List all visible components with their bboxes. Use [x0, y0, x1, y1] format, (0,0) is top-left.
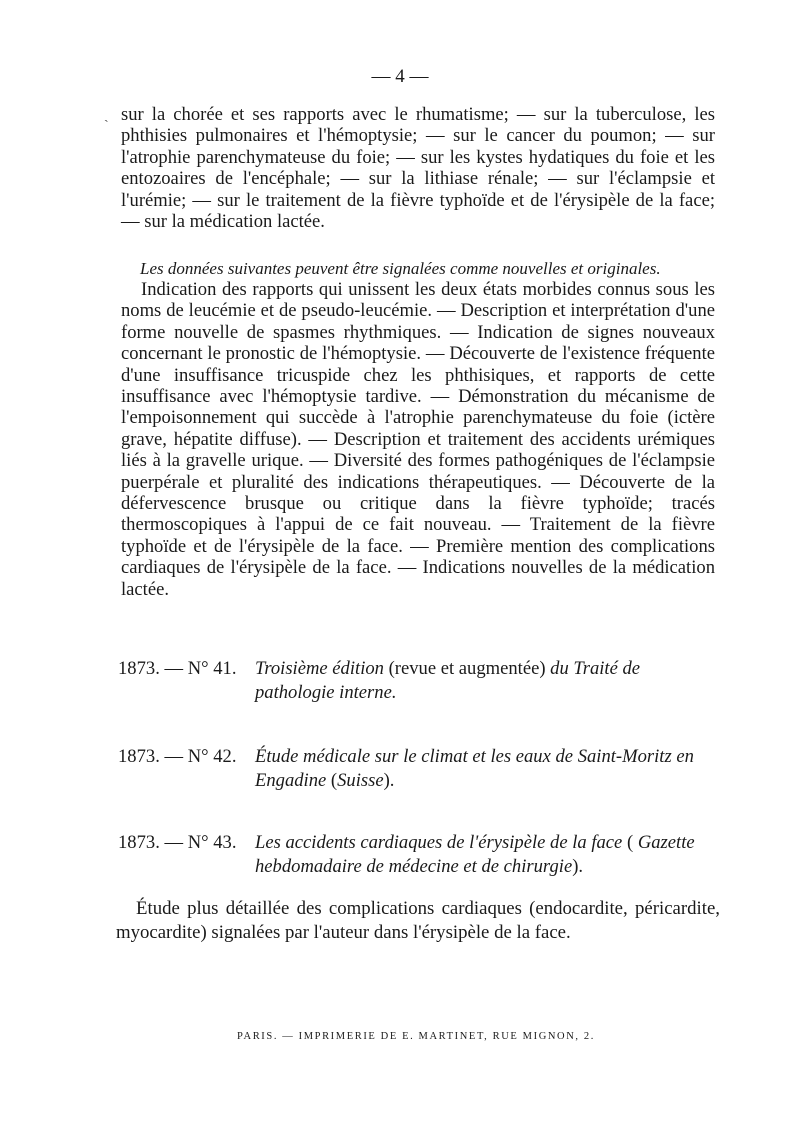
entry-title-italic: du Traité de pathologie interne.: [255, 658, 641, 703]
entry-number: 1873. — N° 43.: [118, 832, 237, 853]
entry-title-italic: Les accidents cardiaques de l'érysipèle de la face: [255, 832, 623, 853]
entry-title-plain: ).: [383, 770, 395, 791]
entry-title-plain: (: [622, 832, 638, 853]
paragraph-lead-italic: Les données suivantes peuvent être signalées comme nouvelles et originales.: [140, 259, 661, 278]
paragraph-topics: sur la chorée et ses rapports avec le rhumatisme; — sur la tuberculose, les phthisies pulmonaires et l'hémoptysie; — sur le cancer du poumon; — sur l'atrophie parenchymateuse du foie; — sur les kystes hydatiques du foie et les entozoaires de l'encéphale; — sur la lithiase rénale; — sur l'éclampsie et l'urémie; — sur le traitement de la fièvre typhoïde et de l'érysipèle de la face; — sur la médication lactée.: [121, 104, 715, 233]
entry-title-italic: Gazette hebdomadaire de médecine et de chirurgie: [255, 832, 695, 877]
entry-title-italic: Suisse: [337, 770, 384, 791]
entry-title: [255, 745, 716, 793]
entry-title-plain: (revue et augmentée): [383, 658, 551, 679]
paragraph-findings: Indication des rapports qui unissent les deux états morbides connus sous les noms de leucémie et de pseudo-leucémie. — Description et interprétation d'une forme nouvelle de spasmes rhythmiques. — Indication de signes nouveaux concernant le pronostic de l'hémoptysie. — Découverte de l'existence fréquente d'une insuffisance tricuspide chez les phthisiques, et rapports de cette insuffisance avec l'hémoptysie tardive. — Démonstration du mécanisme de l'empoisonnement qui succède à l'atrophie parenchymateuse du foie (ictère grave, hépatite diffuse). — Description et traitement des accidents urémiques liés à la gravelle urique. — Diversité des formes pathogéniques de l'éclampsie puerpérale et pluralité des indications thérapeutiques. — Découverte de la défervescence brusque ou critique dans la fièvre typhoïde; tracés thermoscopiques à l'appui de ce fait nouveau. — Traitement de la fièvre typhoïde et de l'érysipèle de la face. — Première mention des complications cardiaques de l'érysipèle de la face. — Indications nouvelles de la médication lactée.: [121, 279, 715, 600]
entry-title-italic: Étude médicale sur le climat et les eaux de Saint-Moritz en Engadine: [255, 746, 694, 791]
page-number: — 4 —: [371, 66, 429, 87]
entry-title-plain: ).: [572, 856, 584, 877]
entry-title-italic: Troisième édition: [255, 658, 384, 679]
entry-number: 1873. — N° 42.: [118, 746, 237, 767]
entry-title: [255, 657, 716, 705]
paragraph-entry-43-description: Étude plus détaillée des complications cardiaques (endocardite, péricardite, myocardite) signalées par l'auteur dans l'érysipèle de la face.: [116, 898, 720, 943]
entry-title: [255, 831, 716, 879]
margin-mark: ˎ: [104, 108, 109, 123]
printer-imprint: PARIS. — IMPRIMERIE DE E. MARTINET, RUE MIGNON, 2.: [237, 1031, 595, 1042]
entry-title-plain: (: [326, 770, 338, 791]
entry-number: 1873. — N° 41.: [118, 658, 237, 679]
